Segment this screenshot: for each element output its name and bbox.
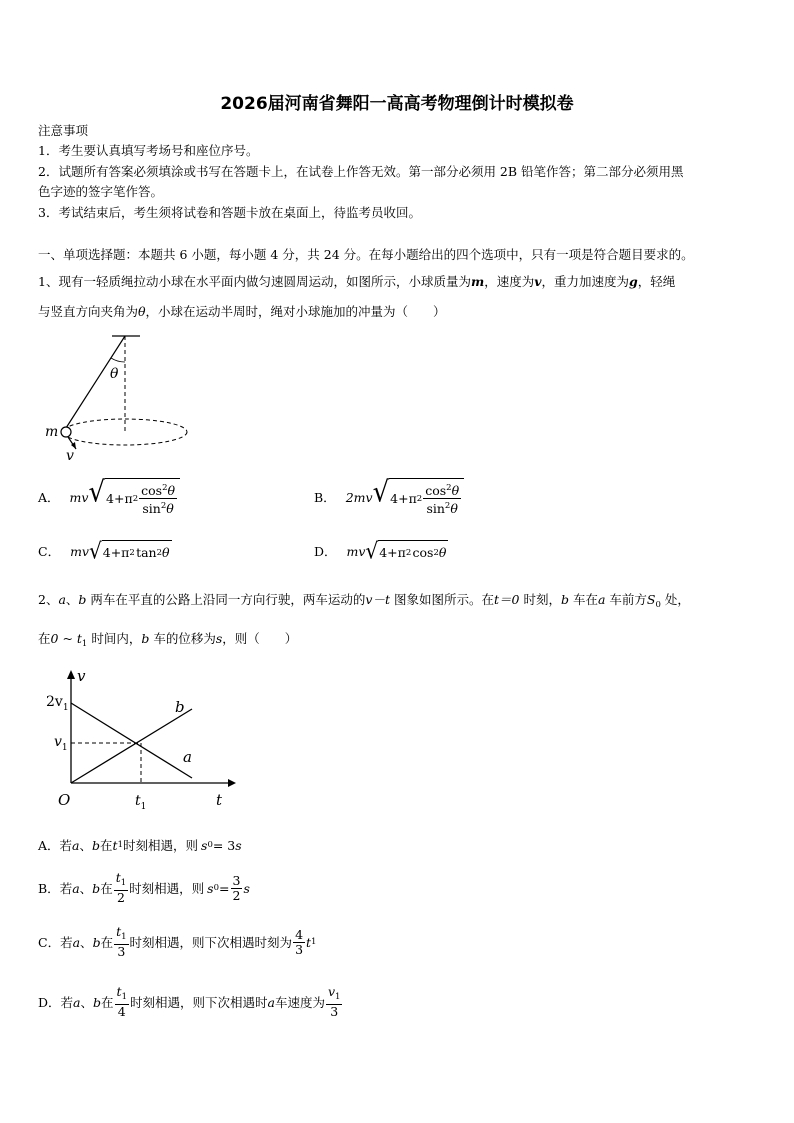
notice-heading: 注意事项 (38, 123, 89, 138)
section-heading: 一、单项选择题：本题共 6 小题，每小题 4 分，共 24 分。在每小题给出的四个选项中，只有一项是符合题目要求的。 (38, 247, 694, 262)
rope-line (66, 336, 125, 428)
line-a-label: a (183, 748, 192, 766)
notice-item-2-cont: 色字迹的签字笔作答。 (38, 184, 164, 199)
q1-option-c[interactable]: C． mv √ 4+π 2 tan 2 θ (38, 537, 170, 565)
q2-option-b[interactable]: B． 若 a 、 b 在 $\frac{t_1}{2}$ 时刻相遇，则 s 0 = $\frac{3}{2}$ s (38, 870, 250, 905)
theta-label: θ (110, 366, 119, 382)
page-title: 2026届河南省舞阳一高高考物理倒计时模拟卷 (220, 94, 574, 114)
two-v1-label: $2v_1$ (46, 694, 69, 713)
line-a (71, 703, 192, 778)
q2-vt-graph (40, 665, 240, 815)
ball-circle (61, 427, 71, 437)
notice-item-2: 2．试题所有答案必须填涂或书写在答题卡上，在试卷上作答无效。第一部分必须用 2B 铅笔作答；第二部分必须用黑 (38, 164, 684, 179)
q2-option-a[interactable]: A． 若 a 、 b 在 t 1 时刻相遇，则 s 0 = 3 s (38, 837, 242, 853)
q2-option-d[interactable]: D． 若 a 、 b 在 $\frac{t_1}{4}$ 时刻相遇，则下次相遇时 a 车速度为 $\frac{v_1}{3}$ (38, 984, 341, 1019)
q1-option-b[interactable]: B． 2mv √ 4+π 2 $\frac{\cos^2\theta}{\sin^2\theta}$ (314, 478, 464, 516)
v-axis-arrow (67, 670, 75, 679)
t-axis-arrow (228, 779, 236, 787)
q1-figure (40, 332, 200, 467)
q2-option-c[interactable]: C． 若 a 、 b 在 $\frac{t_1}{3}$ 时刻相遇，则下次相遇时刻为 $\frac{4}{3}$ t 1 (38, 924, 317, 959)
origin-label: O (58, 791, 71, 809)
q2-line-1: 2、a、b 两车在平直的公路上沿同一方向行驶，两车运动的v－t 图象如图所示。在t＝0 时刻，b 车在a 车前方$S_0$ 处， (38, 592, 690, 610)
notice-item-3: 3．考试结束后，考生须将试卷和答题卡放在桌面上，待监考员收回。 (38, 205, 421, 220)
theta-arc (111, 358, 125, 362)
v1-label: $v_1$ (54, 734, 68, 753)
q1-option-a[interactable]: A． mv √ 4+π 2 $\frac{\cos^2\theta}{\sin^2\theta}$ (38, 478, 180, 516)
q1-option-d[interactable]: D． mv √ 4+π 2 cos 2 θ (314, 537, 447, 565)
t-axis-label: t (216, 791, 223, 809)
line-b-label: b (175, 698, 185, 716)
v-axis-label: v (77, 667, 86, 685)
q1-line-1: 1、现有一轻质绳拉动小球在水平面内做匀速圆周运动，如图所示，小球质量为m，速度为v，重力加速度为g，轻绳 (38, 274, 676, 289)
mass-label: m (45, 424, 59, 440)
t1-label: $t_1$ (135, 793, 147, 812)
q1-line-2: 与竖直方向夹角为θ，小球在运动半周时，绳对小球施加的冲量为（ ） (38, 304, 446, 319)
q2-line-2: 在0 ~ $t_1$ 时间内，b 车的位移为s，则（ ） (38, 631, 298, 649)
notice-item-1: 1．考生要认真填写考场号和座位序号。 (38, 143, 259, 158)
line-b (71, 709, 192, 783)
velocity-label: v (66, 448, 74, 464)
